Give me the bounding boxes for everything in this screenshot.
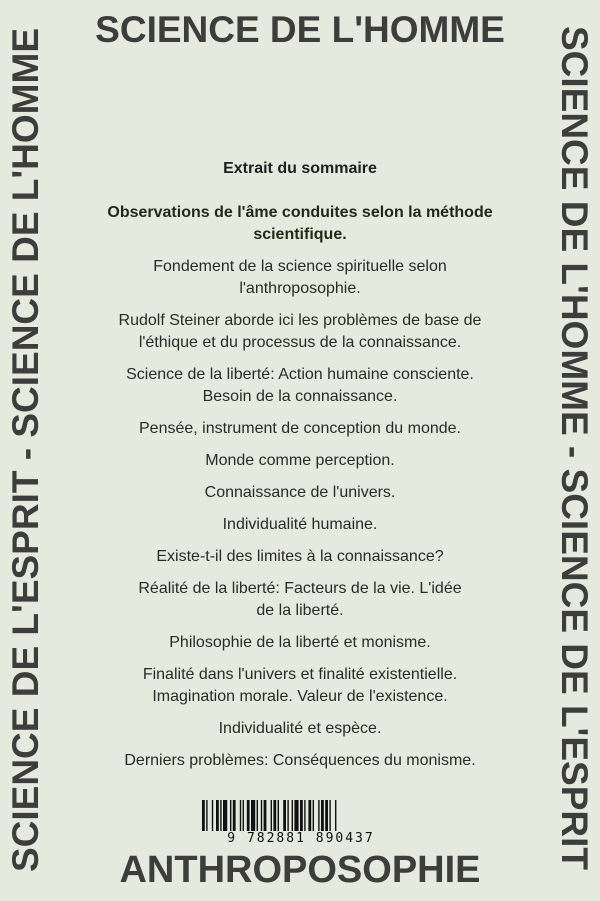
- toc-item: Connaissance de l'univers.: [204, 484, 396, 501]
- toc-item: Existe-t-il des limites à la connaissance?: [156, 548, 444, 565]
- barcode-number: 9 782881 890437: [196, 831, 406, 846]
- toc-item: Rudolf Steiner aborde ici les problèmes de base de l'éthique et du processus de la connaissance.: [118, 312, 482, 351]
- toc-item: Individualité humaine.: [222, 516, 378, 533]
- toc-item: Monde comme perception.: [205, 452, 395, 469]
- toc-heading: Extrait du sommaire: [223, 160, 377, 177]
- toc-item: Fondement de la science spirituelle selon l'anthroposophie.: [153, 258, 447, 297]
- toc-item: Réalité de la liberté: Facteurs de la vie. L'idée de la liberté.: [138, 580, 462, 619]
- table-of-contents: [60, 150, 540, 782]
- toc-item: Science de la liberté: Action humaine consciente. Besoin de la connaissance.: [126, 366, 474, 405]
- toc-item: Derniers problèmes: Conséquences du monisme.: [124, 752, 476, 769]
- toc-item: Pensée, instrument de conception du monde.: [139, 420, 461, 437]
- border-left-text: SCIENCE DE L'ESPRIT - SCIENCE DE L'HOMME: [5, 28, 46, 873]
- toc-item: Individualité et espèce.: [218, 720, 382, 737]
- border-bottom-text: ANTHROPOSOPHIE: [119, 849, 481, 891]
- border-right-text: SCIENCE DE L'HOMME - SCIENCE DE L'ESPRIT: [554, 25, 595, 870]
- toc-subtitle: Observations de l'âme conduites selon la méthode scientifique.: [107, 204, 493, 243]
- toc-item: Finalité dans l'univers et finalité existentielle. Imagination morale. Valeur de l'existence.: [142, 666, 458, 705]
- toc-item: Philosophie de la liberté et monisme.: [169, 634, 431, 651]
- border-top-text: SCIENCE DE L'HOMME: [95, 9, 505, 50]
